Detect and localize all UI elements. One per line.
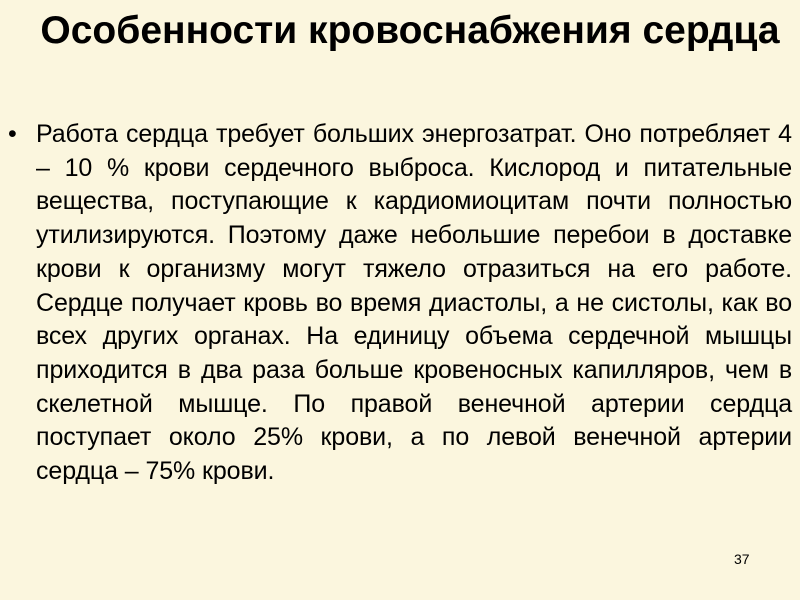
bullet-list [0, 118, 800, 489]
bullet-text: Работа сердца требует больших энергозатрат. Оно потребляет 4 – 10 % крови сердечного выброса. Кислород и питательные вещества, поступающие к кардиомиоцитам почти полностью утилизируются. Поэтому даже небольшие перебои в доставке крови к организму могут тяжело отразиться на его работе. Сердце получает кровь во время диастолы, а не систолы, как во всех других органах. На единицу объема сердечной мышцы приходится в два раза больше кровеносных капилляров, чем в скелетной мышце. По правой венечной артерии сердца поступает около 25% крови, а по левой венечной артерии сердца – 75% крови. [36, 120, 792, 486]
page-number: 37 [734, 551, 750, 567]
slide-title: Особенности кровоснабжения сердца [40, 9, 780, 52]
bullet-icon: • [8, 120, 17, 148]
bullet-item [0, 118, 800, 489]
